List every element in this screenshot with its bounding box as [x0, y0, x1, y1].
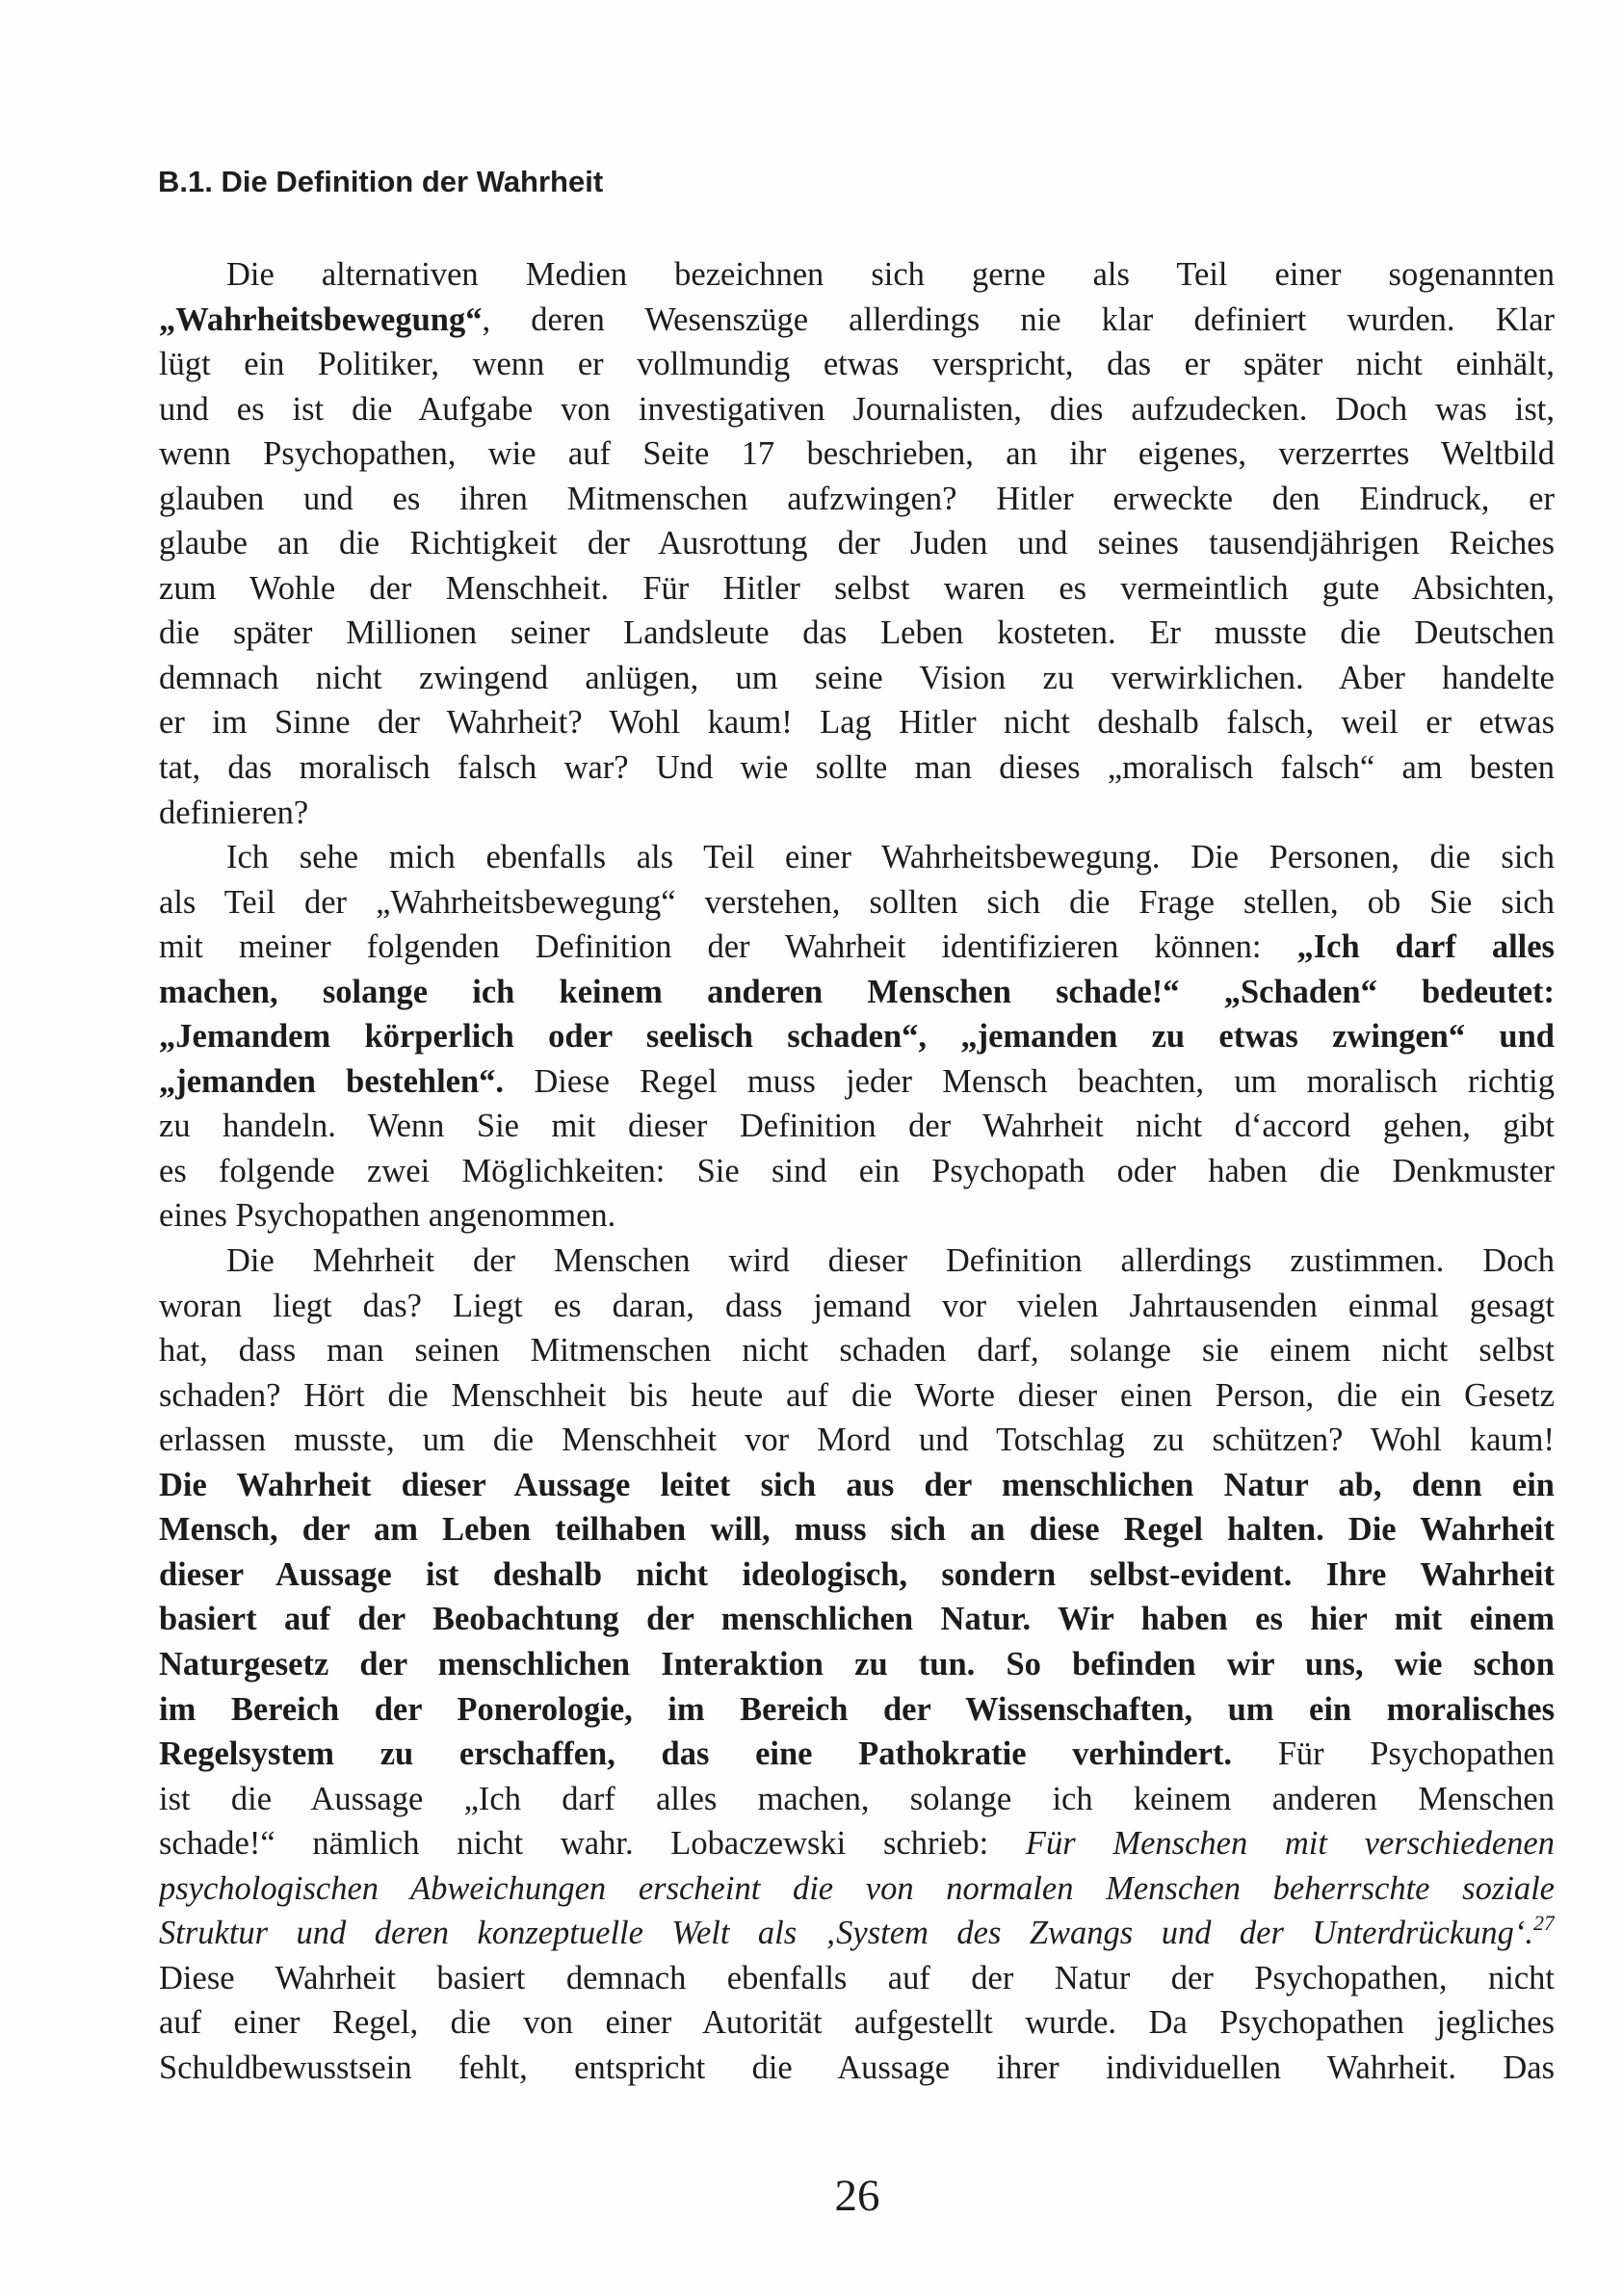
text-line: [159, 1373, 1555, 1419]
text-run-bold: Die Wahrheit dieser Aussage leitet sich aus der menschlichen Natur ab, denn ein: [159, 1466, 1555, 1503]
text-run-regular: definieren?: [159, 794, 309, 831]
text-run-regular: zu handeln. Wenn Sie mit dieser Definition der Wahrheit nicht d‘accord gehen, gibt: [159, 1108, 1555, 1145]
text-run-regular: demnach nicht zwingend anlügen, um seine Vision zu verwirklichen. Aber handelte: [159, 659, 1555, 696]
text-run-bold: „jemanden bestehlen“.: [159, 1062, 505, 1100]
text-run-regular: lügt ein Politiker, wenn er vollmundig etwas verspricht, das er später nicht einhält,: [159, 346, 1555, 383]
text-line: [159, 1328, 1555, 1373]
text-run-italic: psychologischen Abweichungen erscheint die von normalen Menschen beherrschte soziale: [159, 1869, 1555, 1907]
text-line: [159, 566, 1555, 612]
text-line: [159, 1687, 1555, 1733]
text-run-regular: auf einer Regel, die von einer Autorität aufgestellt wurde. Da Psychopathen jegliches: [159, 2004, 1555, 2042]
text-run-regular: es folgende zwei Möglichkeiten: Sie sind ein Psychopath oder haben die Denkmuster: [159, 1152, 1555, 1189]
text-run-regular: er im Sinne der Wahrheit? Wohl kaum! Lag Hitler nicht deshalb falsch, weil er etwas: [159, 704, 1555, 742]
text-run-regular: wenn Psychopathen, wie auf Seite 17 beschrieben, an ihr eigenes, verzerrtes Weltbild: [159, 435, 1555, 473]
text-line: [159, 1193, 1555, 1239]
text-line: [159, 1014, 1555, 1059]
text-run-regular: Für Psychopathen: [1232, 1735, 1555, 1773]
text-line: [159, 1418, 1555, 1463]
text-line: [159, 745, 1555, 791]
text-run-regular: Die Mehrheit der Menschen wird dieser Definition allerdings zustimmen. Doch: [226, 1242, 1555, 1280]
text-line: [159, 2000, 1555, 2046]
text-line: [159, 252, 1555, 298]
text-line: [159, 835, 1555, 880]
text-run-regular: eines Psychopathen angenommen.: [159, 1197, 616, 1235]
text-line: [159, 1956, 1555, 2001]
text-run-regular: schade!“ nämlich nicht wahr. Lobaczewski schrieb:: [159, 1825, 1026, 1863]
text-run-bold: machen, solange ich keinem anderen Menschen schade!“ „Schaden“ bedeutet:: [159, 973, 1555, 1010]
text-run-bold: „Jemandem körperlich oder seelisch schaden“, „jemanden zu etwas zwingen“ und: [159, 1018, 1555, 1056]
text-run-regular: mit meiner folgenden Definition der Wahrheit identifizieren können:: [159, 928, 1297, 966]
text-run-regular: Schuldbewusstsein fehlt, entspricht die Aussage ihrer individuellen Wahrheit. Das: [159, 2048, 1555, 2086]
text-line: [159, 2046, 1555, 2091]
text-line: [159, 298, 1555, 343]
text-run-bold: Regelsystem zu erschaffen, das eine Pathokratie verhindert.: [159, 1735, 1233, 1773]
text-line: [159, 1507, 1555, 1552]
text-run-regular: Ich sehe mich ebenfalls als Teil einer Wahrheitsbewegung. Die Personen, die sich: [226, 839, 1555, 876]
text-line: [159, 970, 1555, 1015]
text-line: [159, 1642, 1555, 1687]
section-heading: B.1. Die Definition der Wahrheit: [158, 165, 604, 198]
text-line: [159, 880, 1555, 926]
text-line: [159, 611, 1555, 656]
text-run-bold: „Wahrheitsbewegung“: [159, 300, 483, 338]
text-line: [159, 387, 1555, 432]
text-line: [159, 1149, 1555, 1194]
text-line: [159, 1552, 1555, 1598]
text-line: [159, 1284, 1555, 1329]
text-line: [159, 1732, 1555, 1777]
text-line: [159, 1059, 1555, 1105]
text-run-regular: die später Millionen seiner Landsleute das Leben kosteten. Er musste die Deutschen: [159, 614, 1555, 652]
page-number: 26: [834, 2171, 880, 2221]
text-line: [159, 925, 1555, 970]
text-line: [159, 1104, 1555, 1149]
text-line: [159, 342, 1555, 387]
text-run-regular: woran liegt das? Liegt es daran, dass jemand vor vielen Jahrtausenden einmal gesagt: [159, 1287, 1555, 1324]
text-run-bold: „Ich darf alles: [1296, 928, 1555, 966]
text-run-bold: im Bereich der Ponerologie, im Bereich der Wissenschaften, um ein moralisches: [159, 1690, 1555, 1728]
text-run-regular: hat, dass man seinen Mitmenschen nicht schaden darf, solange sie einem nicht selbst: [159, 1332, 1555, 1370]
text-run-bold: basiert auf der Beobachtung der menschlichen Natur. Wir haben es hier mit einem: [159, 1601, 1555, 1638]
text-line: [159, 477, 1555, 522]
text-line: [159, 656, 1555, 701]
text-run-regular: zum Wohle der Menschheit. Für Hitler selbst waren es vermeintlich gute Absichten,: [159, 569, 1555, 607]
text-run-bold: Naturgesetz der menschlichen Interaktion zu tun. So befinden wir uns, wie schon: [159, 1645, 1555, 1683]
text-line: [159, 1239, 1555, 1284]
text-run-italic: Für Menschen mit verschiedenen: [1025, 1825, 1555, 1863]
text-run-regular: ist die Aussage „Ich darf alles machen, solange ich keinem anderen Menschen: [159, 1780, 1555, 1817]
text-line: [159, 1463, 1555, 1508]
text-run-bold: dieser Aussage ist deshalb nicht ideologisch, sondern selbst-evident. Ihre Wahrheit: [159, 1555, 1555, 1593]
text-line: [159, 1911, 1555, 1956]
footnote-marker: 27: [1533, 1911, 1555, 1936]
text-line: [159, 1777, 1555, 1822]
text-line: [159, 1597, 1555, 1642]
body-text: [159, 252, 1555, 2090]
text-run-italic: Struktur und deren konzeptuelle Welt als ‚System des Zwangs und der Unterdrückung‘.: [159, 1915, 1533, 1952]
text-line: [159, 1866, 1555, 1912]
text-line: [159, 791, 1555, 836]
text-run-regular: Diese Wahrheit basiert demnach ebenfalls auf der Natur der Psychopathen, nicht: [159, 1959, 1555, 1996]
text-run-regular: und es ist die Aufgabe von investigativen Journalisten, dies aufzudecken. Doch was ist,: [159, 390, 1555, 428]
text-run-regular: Die alternativen Medien bezeichnen sich gerne als Teil einer sogenannten: [226, 256, 1555, 293]
text-line: [159, 521, 1555, 566]
text-run-regular: als Teil der „Wahrheitsbewegung“ verstehen, sollten sich die Frage stellen, ob Sie sich: [159, 883, 1555, 921]
text-run-regular: glauben und es ihren Mitmenschen aufzwingen? Hitler erweckte den Eindruck, er: [159, 480, 1555, 517]
text-line: [159, 700, 1555, 745]
text-line: [159, 431, 1555, 477]
text-run-regular: schaden? Hört die Menschheit bis heute auf die Worte dieser einen Person, die ein Gesetz: [159, 1376, 1555, 1414]
text-run-regular: erlassen musste, um die Menschheit vor Mord und Totschlag zu schützen? Wohl kaum!: [159, 1422, 1555, 1459]
text-run-regular: tat, das moralisch falsch war? Und wie sollte man dieses „moralisch falsch“ am besten: [159, 749, 1555, 787]
text-run-regular: , deren Wesenszüge allerdings nie klar definiert wurden. Klar: [482, 300, 1555, 338]
text-line: [159, 1821, 1555, 1866]
text-run-regular: glaube an die Richtigkeit der Ausrottung der Juden und seines tausendjährigen Reiches: [159, 525, 1555, 562]
text-run-regular: Diese Regel muss jeder Mensch beachten, um moralisch richtig: [504, 1062, 1555, 1100]
text-run-bold: Mensch, der am Leben teilhaben will, muss sich an diese Regel halten. Die Wahrheit: [159, 1511, 1555, 1549]
